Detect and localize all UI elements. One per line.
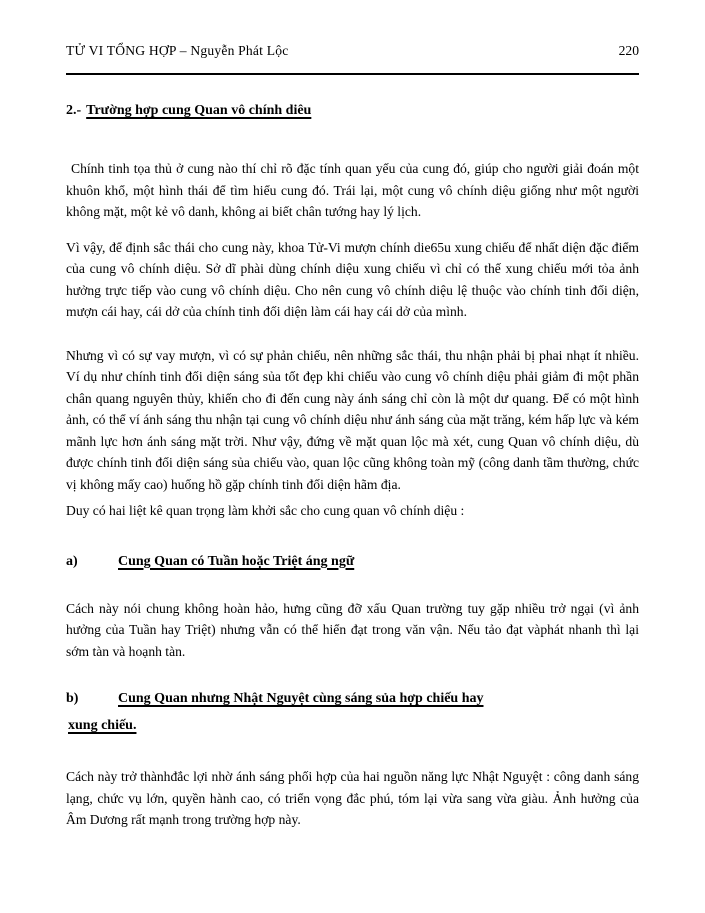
- paragraph-xung-chieu-principle: Vì vậy, để định sắc thái cho cung này, khoa Tử-Vi mượn chính die65u xung chiếu để nhất diện đặc điểm của cung vô chính diệu. Sở dĩ phài dùng chính diệu xung chiếu vì chỉ có thế xung chiếu mới tỏa ảnh hưởng trực tiếp vào cung vô chính diệu. Cho nên cung vô chính diệu lệ thuộc vào chính tinh đối diện, mượn cái hay, cái dở của chính tinh đối diện làm cái hay cái dở của mình.: [66, 239, 639, 319]
- paragraph-reflection-effect: Nhưng vì có sự vay mượn, vì có sự phản chiếu, nên những sắc thái, thu nhận phải bị phai nhạt ít nhiều. Ví dụ như chính tinh đối diện sáng sủa tốt đẹp khi chiếu vào cung vô chính diệu phải giảm đi một phần chân quang nguyên thủy, khiến cho đi đến cung này ánh sáng chỉ còn là một dư quang. Để có một hình ảnh, có thể ví ánh sáng thu nhận tại cung vô chính diệu như ánh sáng của mặt trăng, kém hấp lực và kém mãnh lực hơn ánh sáng mặt trời. Như vậy, đứng về mặt quan lộc mà xét, cung Quan vô chính diệu, dù được chính tinh đối diện sáng sủa chiếu vào, quan lộc cũng không toàn mỹ (công danh tầm thường, chức vị không mấy cao) huống hồ gặp chính tinh đối diện hãm địa.: [66, 347, 639, 492]
- running-title: TỬ VI TỔNG HỢP – Nguyễn Phát Lộc: [66, 43, 289, 58]
- subsection-b-title-line2-text: xung chiếu.: [68, 718, 137, 733]
- section-heading-title: Trường hợp cung Quan vô chính diêu: [86, 103, 312, 118]
- header-rule: [66, 73, 639, 75]
- section-heading: [66, 100, 639, 122]
- subsection-b-title-line2: [66, 715, 639, 737]
- subsection-a-body: Cách này nói chung không hoàn hảo, hưng cũng đỡ xấu Quan trường tuy gặp nhiều trở ngại (vì ảnh hưởng của Tuần hay Triệt) nhưng vẫn có thể hiển đạt trong văn vận. Nếu tảo đạt vàphát nhanh thì lại sớm tàn và hoạnh tàn.: [66, 600, 639, 659]
- paragraph-lead-in: Duy có hai liệt kê quan trọng làm khởi sắc cho cung quan vô chính diệu :: [66, 503, 465, 518]
- subsection-b-body: Cách này trở thànhđắc lợi nhờ ánh sáng phối hợp của hai nguồn năng lực Nhật Nguyệt : công danh sáng lạng, chức vụ lớn, quyền hành cao, có triển vọng đắc phú, tóm lại vừa sang vừa giàu. Ảnh hưởng của Âm Dương rất mạnh trong trường hợp này.: [66, 769, 639, 827]
- subsection-b-heading: [66, 688, 639, 710]
- page-number: 220: [618, 43, 639, 58]
- subsection-a-heading: [66, 551, 639, 573]
- subsection-a-label: a): [66, 553, 78, 569]
- page-header: [66, 42, 639, 59]
- section-heading-number: 2.-: [66, 103, 82, 118]
- subsection-a-title: Cung Quan có Tuần hoặc Triệt áng ngữ: [118, 553, 355, 569]
- paragraph-intro: Chính tinh tọa thủ ở cung nào thí chỉ rõ đặc tính quan yếu của cung đó, giúp cho người giải đoán một khuôn khổ, một hình thái để tìm hiểu cung đó. Trái lại, một cung vô chính diệu giống như một người không mặt, một kẻ vô danh, không ai biết chân tướng hay lý lịch.: [66, 161, 639, 219]
- subsection-b-title: Cung Quan nhưng Nhật Nguyệt cùng sáng sủa hợp chiếu hay: [118, 691, 484, 706]
- subsection-b-label: b): [66, 691, 79, 706]
